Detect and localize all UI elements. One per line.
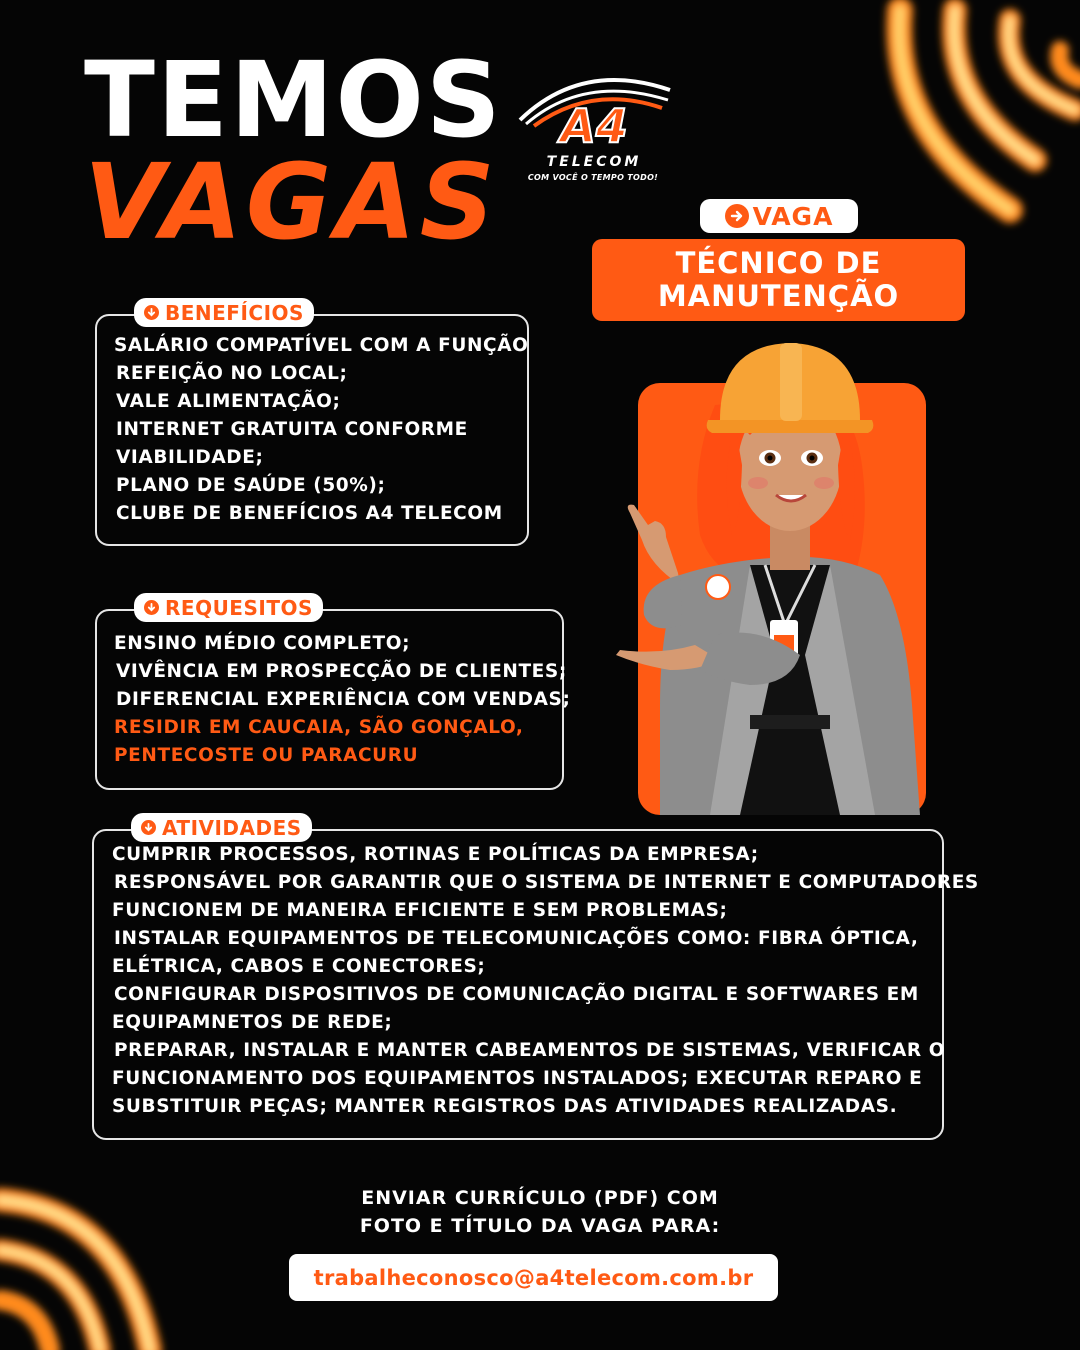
headline-temos: TEMOS [84, 39, 503, 161]
logo-mark-text: A4 [560, 99, 628, 153]
list-item: ELÉTRICA, CABOS E CONECTORES; [112, 956, 486, 977]
list-item: SUBSTITUIR PEÇAS; MANTER REGISTROS DAS ATIVIDADES REALIZADAS. [112, 1096, 898, 1117]
list-item: INSTALAR EQUIPAMENTOS DE TELECOMUNICAÇÕES COMO: FIBRA ÓPTICA, [114, 928, 919, 949]
vaga-pill [700, 199, 858, 233]
atividades-tag [131, 813, 312, 842]
list-item: RESPONSÁVEL POR GARANTIR QUE O SISTEMA DE INTERNET E COMPUTADORES [114, 872, 979, 893]
glow-rings-top-right [860, 0, 1080, 240]
list-item: VALE ALIMENTAÇÃO; [116, 391, 341, 412]
list-item: PLANO DE SAÚDE (50%); [116, 475, 386, 496]
list-item: FUNCIONAMENTO DOS EQUIPAMENTOS INSTALADOS; EXECUTAR REPARO E [112, 1068, 923, 1089]
chevron-down-circle-icon [144, 305, 159, 320]
arrow-right-icon [725, 204, 749, 228]
footer-line2: FOTO E TÍTULO DA VAGA PARA: [359, 1215, 721, 1237]
beneficios-title: BENEFÍCIOS [165, 300, 304, 325]
footer-line1: ENVIAR CURRÍCULO (PDF) COM [361, 1187, 719, 1209]
company-logo [512, 70, 674, 188]
list-item: ENSINO MÉDIO COMPLETO; [114, 633, 411, 654]
email-link[interactable]: trabalheconosco@a4telecom.com.br [313, 1265, 754, 1290]
logo-tagline: COM VOCÊ O TEMPO TODO! [527, 173, 659, 182]
vaga-title-card [592, 239, 965, 321]
technician-illustration [600, 325, 940, 815]
requisitos-tag [134, 593, 323, 622]
list-item: INTERNET GRATUITA CONFORME [116, 419, 468, 440]
footer-instructions [300, 1184, 780, 1240]
list-item: FUNCIONEM DE MANEIRA EFICIENTE E SEM PROBLEMAS; [112, 900, 728, 921]
list-item: SALÁRIO COMPATÍVEL COM A FUNÇÃO [114, 335, 529, 356]
list-item: CUMPRIR PROCESSOS, ROTINAS E POLÍTICAS DA EMPRESA; [112, 844, 759, 865]
glow-rings-bottom-left [0, 1180, 170, 1350]
requisitos-list [114, 630, 570, 770]
chevron-down-circle-icon [144, 600, 159, 615]
email-button[interactable] [289, 1254, 778, 1301]
list-item-highlight: PENTECOSTE OU PARACURU [114, 745, 419, 766]
beneficios-list [114, 332, 528, 528]
atividades-title: ATIVIDADES [162, 815, 302, 840]
list-item-highlight: RESIDIR EM CAUCAIA, SÃO GONÇALO, [114, 717, 524, 738]
list-item: PREPARAR, INSTALAR E MANTER CABEAMENTOS DE SISTEMAS, VERIFICAR O [114, 1040, 946, 1061]
list-item: VIABILIDADE; [116, 447, 264, 468]
list-item: CLUBE DE BENEFÍCIOS A4 TELECOM [116, 503, 503, 524]
atividades-list [112, 841, 979, 1121]
list-item: DIFERENCIAL EXPERIÊNCIA COM VENDAS; [116, 689, 571, 710]
vaga-title-line2: MANUTENÇÃO [657, 279, 900, 313]
chevron-down-circle-icon [141, 820, 156, 835]
list-item: CONFIGURAR DISPOSITIVOS DE COMUNICAÇÃO DIGITAL E SOFTWARES EM [114, 984, 919, 1005]
list-item: VIVÊNCIA EM PROSPECÇÃO DE CLIENTES; [116, 661, 567, 682]
vaga-title-line1: TÉCNICO DE [675, 246, 882, 280]
vaga-label: VAGA [752, 201, 834, 231]
headline-vagas: VAGAS [84, 141, 499, 263]
requisitos-title: REQUESITOS [165, 595, 313, 620]
list-item: REFEIÇÃO NO LOCAL; [116, 363, 348, 384]
logo-brand: TELECOM [546, 154, 642, 170]
logo-mark-icon [512, 70, 674, 154]
list-item: EQUIPAMNETOS DE REDE; [112, 1012, 393, 1033]
beneficios-tag [134, 298, 314, 327]
